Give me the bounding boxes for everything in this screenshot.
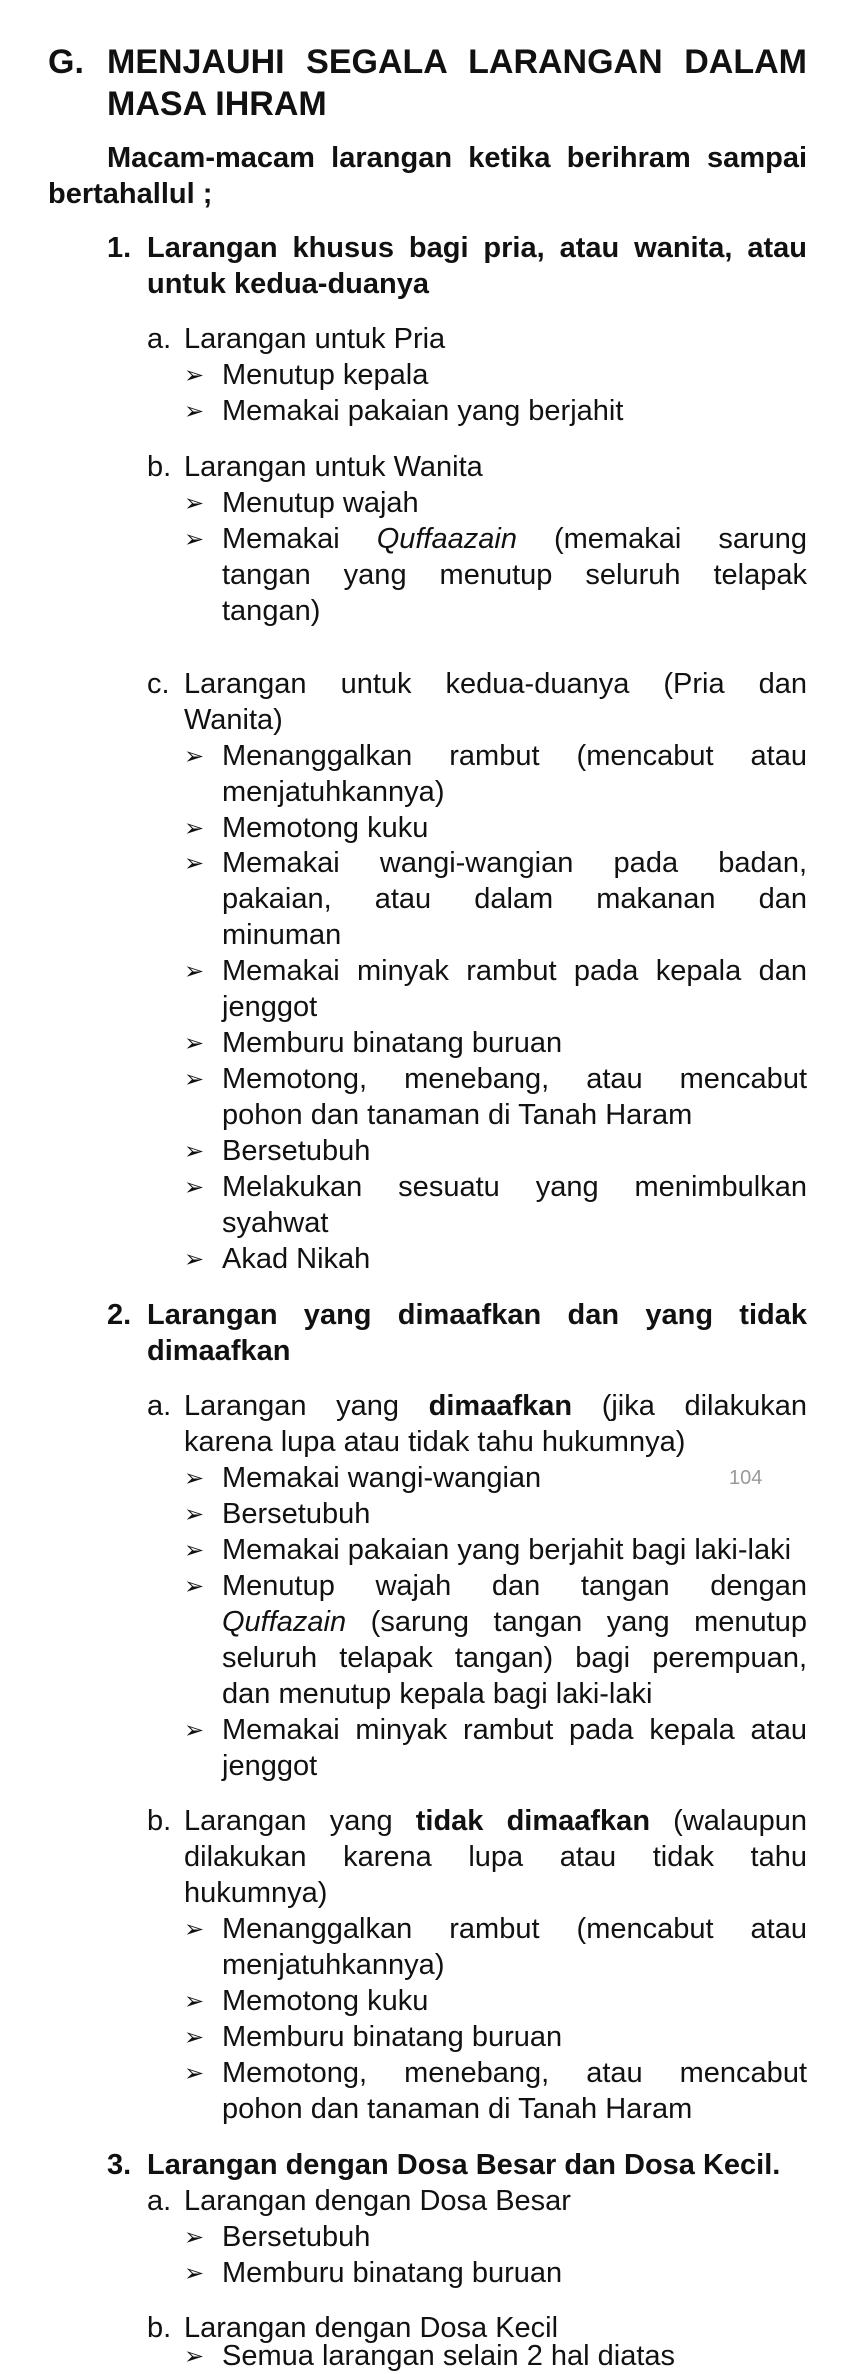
list-item-continuation: seluruh telapak tangan) bagi perempuan, bbox=[222, 1642, 807, 1674]
list-item: Memotong kuku bbox=[222, 812, 429, 844]
list-item: Memburu binatang buruan bbox=[222, 2021, 563, 2053]
list-item: Memburu binatang buruan bbox=[222, 1027, 563, 1059]
bullet-icon: ➢ bbox=[184, 1537, 205, 1564]
title-bold-term: dimaafkan bbox=[428, 1390, 573, 1422]
list-item: Memakai pakaian yang berjahit bagi laki-laki bbox=[222, 1534, 792, 1566]
section-title-line2: MASA IHRAM bbox=[107, 85, 327, 123]
bullet-icon: ➢ bbox=[184, 2343, 205, 2370]
part2-b-title-line3: hukumnya) bbox=[184, 1877, 328, 1909]
part2-title-line1: Larangan yang dimaafkan dan yang tidak bbox=[147, 1299, 807, 1331]
list-item: Bersetubuh bbox=[222, 1135, 371, 1167]
part3-title: Larangan dengan Dosa Besar dan Dosa Kecil. bbox=[147, 2149, 781, 2181]
list-item: Menanggalkan rambut (mencabut atau bbox=[222, 740, 807, 772]
list-item-continuation: pohon dan tanaman di Tanah Haram bbox=[222, 1099, 693, 1131]
bullet-icon: ➢ bbox=[184, 1465, 205, 1492]
bullet-icon: ➢ bbox=[184, 1030, 205, 1057]
bullet-icon: ➢ bbox=[184, 815, 205, 842]
part3-a-label: a. bbox=[147, 2185, 172, 2217]
list-item: Akad Nikah bbox=[222, 1243, 371, 1275]
part1-a-label: a. bbox=[147, 323, 172, 355]
list-item: Semua larangan selain 2 hal diatas bbox=[222, 2340, 676, 2372]
bullet-icon: ➢ bbox=[184, 2260, 205, 2287]
list-item-continuation bbox=[222, 1605, 807, 1640]
list-item: Memburu binatang buruan bbox=[222, 2257, 563, 2289]
list-item: Memakai minyak rambut pada kepala atau bbox=[222, 1714, 807, 1746]
intro-line1: Macam-macam larangan ketika berihram sampai bbox=[107, 142, 807, 174]
part1-b-label: b. bbox=[147, 451, 172, 483]
list-item: Memotong kuku bbox=[222, 1985, 429, 2017]
item-text: (sarung tangan yang menutup bbox=[346, 1606, 807, 1638]
part1-b-title: Larangan untuk Wanita bbox=[184, 451, 483, 483]
bullet-icon: ➢ bbox=[184, 2224, 205, 2251]
part1-c-title-line2: Wanita) bbox=[184, 704, 283, 736]
part3-b-title: Larangan dengan Dosa Kecil bbox=[184, 2312, 559, 2344]
bullet-icon: ➢ bbox=[184, 958, 205, 985]
list-item-continuation: menjatuhkannya) bbox=[222, 1949, 445, 1981]
intro-line2: bertahallul ; bbox=[48, 178, 213, 210]
list-item-continuation: tangan yang menutup seluruh telapak bbox=[222, 559, 807, 591]
page-number: 104 bbox=[729, 1467, 763, 1489]
part2-b-title-line1 bbox=[184, 1804, 807, 1839]
part2-a-label: a. bbox=[147, 1390, 172, 1422]
part3-a-title: Larangan dengan Dosa Besar bbox=[184, 2185, 571, 2217]
bullet-icon: ➢ bbox=[184, 1717, 205, 1744]
bullet-icon: ➢ bbox=[184, 1916, 205, 1943]
list-item: Memotong, menebang, atau mencabut bbox=[222, 1063, 807, 1095]
list-item-continuation: minuman bbox=[222, 919, 342, 951]
part1-a-title: Larangan untuk Pria bbox=[184, 323, 446, 355]
part3-b-label: b. bbox=[147, 2312, 172, 2344]
bullet-icon: ➢ bbox=[184, 1573, 205, 1600]
title-bold-term: tidak dimaafkan bbox=[415, 1805, 651, 1837]
list-item bbox=[222, 522, 807, 557]
item-text: (memakai sarung bbox=[516, 523, 807, 555]
bullet-icon: ➢ bbox=[184, 362, 205, 389]
bullet-icon: ➢ bbox=[184, 1066, 205, 1093]
title-text: (jika dilakukan bbox=[572, 1390, 807, 1422]
bullet-icon: ➢ bbox=[184, 490, 205, 517]
list-item: Bersetubuh bbox=[222, 1498, 371, 1530]
part1-title-line1: Larangan khusus bagi pria, atau wanita, atau bbox=[147, 232, 807, 264]
item-italic-term: Quffazain bbox=[222, 1606, 347, 1638]
item-italic-term: Quffaazain bbox=[376, 523, 517, 555]
part1-number: 1. bbox=[107, 232, 132, 264]
list-item: Menanggalkan rambut (mencabut atau bbox=[222, 1913, 807, 1945]
part2-a-title-line1 bbox=[184, 1389, 807, 1424]
part3-number: 3. bbox=[107, 2149, 132, 2181]
bullet-icon: ➢ bbox=[184, 850, 205, 877]
part1-c-title-line1: Larangan untuk kedua-duanya (Pria dan bbox=[184, 668, 807, 700]
part1-c-label: c. bbox=[147, 668, 170, 700]
bullet-icon: ➢ bbox=[184, 1501, 205, 1528]
item-text: Memakai bbox=[222, 523, 377, 555]
bullet-icon: ➢ bbox=[184, 743, 205, 770]
part1-title-line2: untuk kedua-duanya bbox=[147, 268, 429, 300]
title-text: Larangan yang bbox=[184, 1805, 416, 1837]
part2-number: 2. bbox=[107, 1299, 132, 1331]
list-item-continuation: syahwat bbox=[222, 1207, 329, 1239]
bullet-icon: ➢ bbox=[184, 2024, 205, 2051]
list-item-continuation: menjatuhkannya) bbox=[222, 776, 445, 808]
bullet-icon: ➢ bbox=[184, 398, 205, 425]
list-item: Memakai minyak rambut pada kepala dan bbox=[222, 955, 807, 987]
bullet-icon: ➢ bbox=[184, 2060, 205, 2087]
list-item-continuation: pakaian, atau dalam makanan dan bbox=[222, 883, 807, 915]
list-item: Menutup kepala bbox=[222, 359, 429, 391]
bullet-icon: ➢ bbox=[184, 1138, 205, 1165]
list-item: Melakukan sesuatu yang menimbulkan bbox=[222, 1171, 807, 1203]
list-item: Memotong, menebang, atau mencabut bbox=[222, 2057, 807, 2089]
list-item-continuation: tangan) bbox=[222, 595, 321, 627]
title-text: Larangan yang bbox=[184, 1390, 429, 1422]
bullet-icon: ➢ bbox=[184, 1988, 205, 2015]
list-item: Memakai wangi-wangian bbox=[222, 1462, 542, 1494]
list-item: Memakai pakaian yang berjahit bbox=[222, 395, 624, 427]
list-item-continuation: jenggot bbox=[222, 1750, 318, 1782]
part2-title-line2: dimaafkan bbox=[147, 1335, 291, 1367]
section-title-line1: MENJAUHI SEGALA LARANGAN DALAM bbox=[107, 43, 807, 81]
list-item: Bersetubuh bbox=[222, 2221, 371, 2253]
list-item-continuation: dan menutup kepala bagi laki-laki bbox=[222, 1678, 653, 1710]
bullet-icon: ➢ bbox=[184, 1246, 205, 1273]
list-item-continuation: pohon dan tanaman di Tanah Haram bbox=[222, 2093, 693, 2125]
section-letter: G. bbox=[48, 43, 84, 81]
list-item: Memakai wangi-wangian pada badan, bbox=[222, 847, 807, 879]
bullet-icon: ➢ bbox=[184, 1174, 205, 1201]
list-item: Menutup wajah dan tangan dengan bbox=[222, 1570, 807, 1602]
part2-b-title-line2: dilakukan karena lupa atau tidak tahu bbox=[184, 1841, 807, 1873]
part2-a-title-line2: karena lupa atau tidak tahu hukumnya) bbox=[184, 1426, 686, 1458]
part2-b-label: b. bbox=[147, 1805, 172, 1837]
bullet-icon: ➢ bbox=[184, 526, 205, 553]
title-text: (walaupun bbox=[650, 1805, 807, 1837]
list-item: Menutup wajah bbox=[222, 487, 419, 519]
list-item-continuation: jenggot bbox=[222, 991, 318, 1023]
